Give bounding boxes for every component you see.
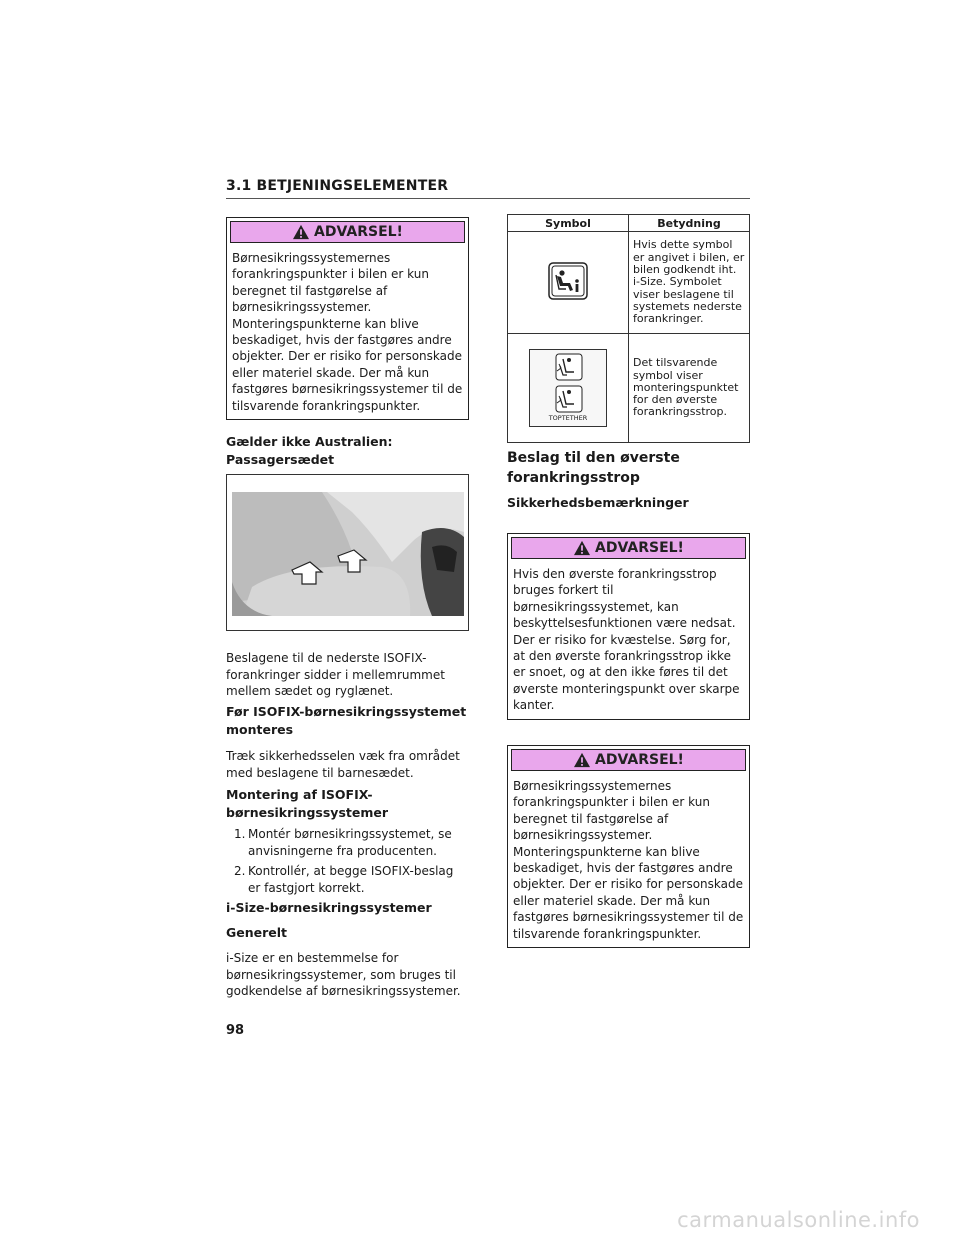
watermark: carmanualsonline.info (677, 1208, 920, 1232)
paragraph-isize-definition: i-Size er en bestemmelse for børnesikringssystemer, som bruges til godkendelse af børnesikringssystemer. (226, 951, 461, 998)
top-tether-caption: TOPTETHER (548, 413, 588, 422)
mounting-steps (226, 826, 469, 900)
warning-text: Børnesikringssystemernes forankringspunkter i bilen er kun beregnet til fastgørelse af børnesikringssystemer. Monteringspunkterne kan blive beskadiget, hvis der fastgøres andre objekter. Der er risiko for personskade eller materiel skade. Der må kun fastgøres børnesikringssystemer til de tilsvarende forankringspunkter. (232, 251, 463, 413)
top-tether-icon (530, 350, 606, 416)
warning-icon (292, 224, 310, 240)
step-number: 1. (234, 827, 246, 841)
step-text: Kontrollér, at begge ISOFIX-beslag er fastgjort korrekt. (248, 864, 454, 895)
list-item (226, 863, 469, 896)
table-row (508, 232, 750, 334)
warning-header (511, 537, 746, 559)
seat-illustration (232, 492, 464, 616)
table-header-meaning: Betydning (629, 215, 750, 232)
heading-line-1: Gælder ikke Australien: (226, 434, 393, 449)
warning-label: ADVARSEL! (314, 224, 403, 240)
table-header-symbol: Symbol (508, 215, 629, 232)
table-row (508, 334, 750, 443)
section-rule (226, 198, 750, 199)
heading-australia (226, 433, 469, 469)
warning-icon (573, 540, 591, 556)
section-header (226, 178, 750, 199)
heading-before-mounting: Før ISOFIX-børnesikringssystemet monteres (226, 704, 467, 737)
paragraph-pull-belt: Træk sikkerhedsselen væk fra området med beslagene til barnesædet. (226, 749, 460, 780)
section-title: 3.1 BETJENINGSELEMENTER (226, 178, 449, 194)
warning-icon (573, 752, 591, 768)
heading-general: Generelt (226, 925, 288, 940)
warning-label: ADVARSEL! (595, 540, 684, 556)
warning-text: Hvis den øverste forankringsstrop bruges forkert til børnesikringssystemet, kan beskyttelsesfunktionen være nedsat. Der er risiko for kvæstelse. Sørg for, at den øverste forankringsstrop ikke er snoet, og at den ikke føres til det øverste monteringspunkt over skarpe kanter. (513, 567, 740, 713)
warning-label: ADVARSEL! (595, 752, 684, 768)
page-number: 98 (226, 1023, 245, 1038)
heading-isize: i-Size-børnesikringssystemer (226, 900, 432, 915)
warning-header (511, 749, 746, 771)
heading-line-2: Passagersædet (226, 452, 335, 467)
warning-box-1 (226, 217, 469, 420)
list-item (226, 826, 469, 859)
meaning-cell: Hvis dette symbol er angivet i bilen, er bilen godkendt iht. i-Size. Symbolet viser beslagene til systemets nederste forankringer. (629, 232, 750, 334)
warning-text: Børnesikringssystemernes forankringspunkter i bilen er kun beregnet til fastgørelse af børnesikringssystemer. Monteringspunkterne kan blive beskadiget, hvis der fastgøres andre objekter. Der er risiko for personskade eller materiel skade. Der må kun fastgøres børnesikringssystemer til de tilsvarende forankringspunkter. (513, 779, 744, 941)
paragraph-isofix-location: Beslagene til de nederste ISOFIX-forankringer sidder i mellemrummet mellem sædet og ryglænet. (226, 651, 445, 698)
top-tether-icon-box (529, 349, 607, 427)
isize-icon (548, 262, 588, 300)
symbol-table (507, 214, 750, 443)
heading-top-tether: Beslag til den øverste forankringsstrop (507, 450, 680, 486)
step-text: Montér børnesikringssystemet, se anvisningerne fra producenten. (248, 827, 452, 858)
heading-safety-notes: Sikkerhedsbemærkninger (507, 495, 689, 510)
symbol-cell (508, 232, 629, 334)
step-number: 2. (234, 864, 246, 878)
symbol-cell (508, 334, 629, 443)
warning-header (230, 221, 465, 243)
meaning-cell: Det tilsvarende symbol viser monteringspunktet for den øverste forankringsstrop. (629, 334, 750, 443)
warning-box-2 (507, 533, 750, 720)
seat-photo (226, 474, 469, 631)
heading-mounting-isofix: Montering af ISOFIX-børnesikringssystemer (226, 787, 388, 820)
warning-box-3 (507, 745, 750, 948)
